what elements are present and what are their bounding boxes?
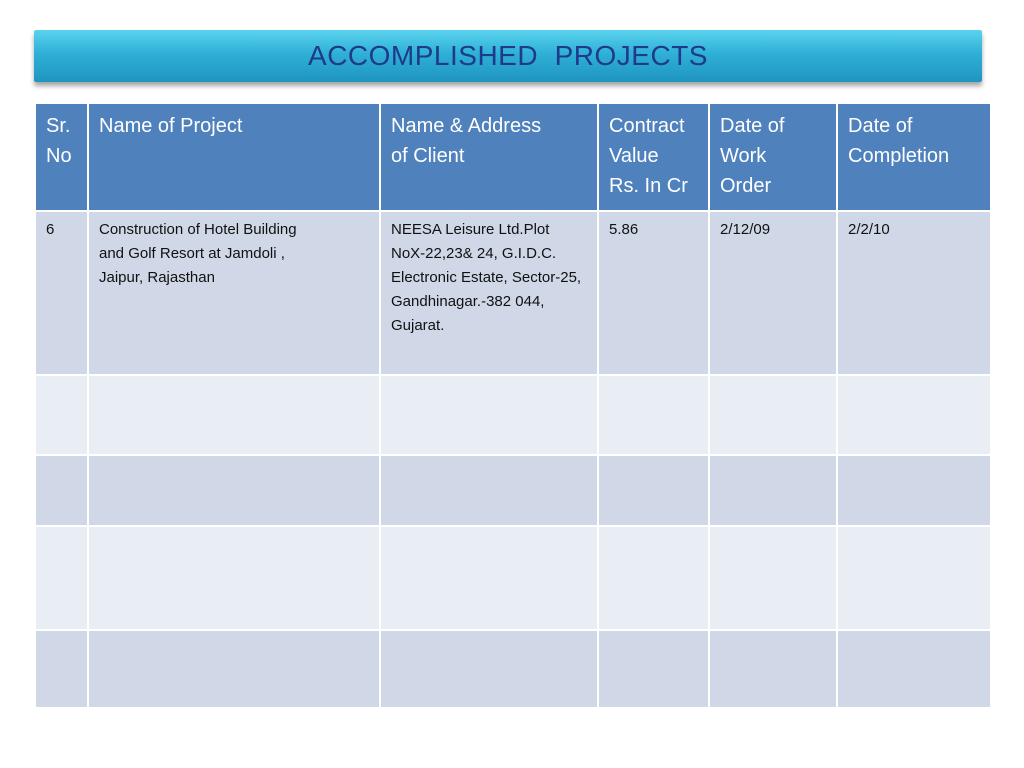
cell-work-order-date bbox=[709, 455, 837, 526]
cell-work-order-date bbox=[709, 375, 837, 455]
table-row bbox=[35, 211, 991, 375]
cell-project-name bbox=[88, 630, 380, 708]
cell-sr-no bbox=[35, 630, 88, 708]
cell-sr-no: 6 bbox=[35, 211, 88, 375]
cell-completion-date bbox=[837, 526, 991, 630]
cell-completion-date bbox=[837, 455, 991, 526]
table-row bbox=[35, 455, 991, 526]
cell-client bbox=[380, 526, 598, 630]
column-header-client: Name & Address of Client bbox=[380, 103, 598, 211]
cell-contract-value bbox=[598, 455, 709, 526]
cell-project-name bbox=[88, 455, 380, 526]
table-row bbox=[35, 630, 991, 708]
title-banner bbox=[34, 30, 982, 82]
projects-table bbox=[34, 102, 992, 709]
cell-client bbox=[380, 455, 598, 526]
cell-work-order-date bbox=[709, 526, 837, 630]
cell-client bbox=[380, 630, 598, 708]
cell-client: NEESA Leisure Ltd.Plot NoX-22,23& 24, G.I.D.C. Electronic Estate, Sector-25, Gandhinagar.-382 044, Gujarat. bbox=[380, 211, 598, 375]
column-header-project-name: Name of Project bbox=[88, 103, 380, 211]
cell-contract-value bbox=[598, 375, 709, 455]
cell-work-order-date bbox=[709, 630, 837, 708]
column-header-sr-no: Sr. No bbox=[35, 103, 88, 211]
column-header-contract-value: Contract Value Rs. In Cr bbox=[598, 103, 709, 211]
cell-contract-value bbox=[598, 630, 709, 708]
cell-sr-no bbox=[35, 526, 88, 630]
table-row bbox=[35, 526, 991, 630]
cell-completion-date bbox=[837, 375, 991, 455]
table-row bbox=[35, 375, 991, 455]
cell-work-order-date: 2/12/09 bbox=[709, 211, 837, 375]
cell-contract-value bbox=[598, 526, 709, 630]
cell-contract-value: 5.86 bbox=[598, 211, 709, 375]
cell-completion-date bbox=[837, 630, 991, 708]
cell-project-name: Construction of Hotel Building and Golf Resort at Jamdoli , Jaipur, Rajasthan bbox=[88, 211, 380, 375]
cell-project-name bbox=[88, 526, 380, 630]
cell-project-name bbox=[88, 375, 380, 455]
cell-sr-no bbox=[35, 375, 88, 455]
table-header-row bbox=[35, 103, 991, 211]
column-header-completion-date: Date of Completion bbox=[837, 103, 991, 211]
slide-title: ACCOMPLISHED PROJECTS bbox=[308, 40, 708, 71]
cell-completion-date: 2/2/10 bbox=[837, 211, 991, 375]
cell-client bbox=[380, 375, 598, 455]
column-header-work-order-date: Date of Work Order bbox=[709, 103, 837, 211]
cell-sr-no bbox=[35, 455, 88, 526]
